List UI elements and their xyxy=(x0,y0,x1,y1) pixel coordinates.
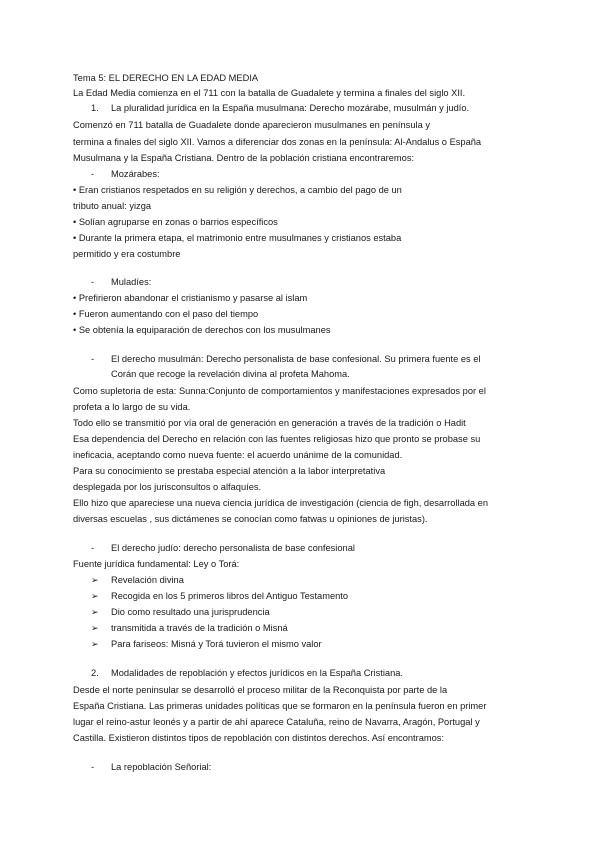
section2-para-line: Desde el norte peninsular se desarrolló el proceso militar de la Reconquista por parte de la xyxy=(73,685,448,695)
dash-marker: - xyxy=(91,169,95,179)
judio-item-text: Revelación divina xyxy=(111,575,184,585)
section1-para-line: Comenzó en 711 batalla de Guadalete donde aparecieron musulmanes en península y xyxy=(73,120,430,130)
musulman-line2: Corán que recoge la revelación divina al profeta Mahoma. xyxy=(111,369,350,379)
arrow-bullet-icon: ➢ xyxy=(91,575,99,585)
musulman-text-line: profeta a lo largo de su vida. xyxy=(73,402,191,412)
mozarabes-bullet: • Solían agruparse en zonas o barrios específicos xyxy=(73,217,278,227)
dash-marker: - xyxy=(91,762,95,772)
musulman-text-line: Ello hizo que apareciese una nueva ciencia jurídica de investigación (ciencia de figh, desarrollada en xyxy=(73,498,489,508)
judio-item-text: Para fariseos: Misná y Torá tuvieron el mismo valor xyxy=(111,639,322,649)
section2-para-line: Castilla. Existieron distintos tipos de repoblación con distintos derechos. Así encontramos: xyxy=(73,733,445,743)
musulman-line1: El derecho musulmán: Derecho personalista de base confesional. Su primera fuente es el xyxy=(111,354,481,364)
section2-para-line: España Cristiana. Las primeras unidades políticas que se formaron en la península fueron en primer xyxy=(73,701,487,711)
muladies-bullet: • Prefirieron abandonar el cristianismo y pasarse al islam xyxy=(73,293,308,303)
mozarabes-bullet: permitido y era costumbre xyxy=(73,249,181,259)
section2-para-line: lugar el reino-astur leonés y a partir de ahí aparece Cataluña, reino de Navarra, Aragón, Portugal y xyxy=(73,717,480,727)
judio-item-text: transmitida a través de la tradición o Misná xyxy=(111,623,288,633)
musulman-text-line: Todo ello se transmitió por vía oral de generación en generación a través de la tradición o Hadit xyxy=(73,418,466,428)
musulman-text-line: Esa dependencia del Derecho en relación con las fuentes religiosas hizo que pronto se probase su xyxy=(73,434,481,444)
dash-marker: - xyxy=(91,543,95,553)
section1-para-line: Musulmana y la España Cristiana. Dentro de la población cristiana encontraremos: xyxy=(73,153,415,163)
dash-marker: - xyxy=(91,277,95,287)
musulman-text-line: diversas escuelas , sus dictámenes se conocían como fatwas u opiniones de juristas). xyxy=(73,514,428,524)
judio-label: El derecho judío: derecho personalista de base confesional xyxy=(111,543,355,553)
musulman-text-line: Para su conocimiento se prestaba especial atención a la labor interpretativa xyxy=(73,466,386,476)
muladies-label: Muladíes: xyxy=(111,277,152,287)
judio-item-text: Recogida en los 5 primeros libros del Antiguo Testamento xyxy=(111,591,349,601)
judio-fuente: Fuente jurídica fundamental: Ley o Torá: xyxy=(73,559,240,569)
arrow-bullet-icon: ➢ xyxy=(91,591,99,601)
document-title: Tema 5: EL DERECHO EN LA EDAD MEDIA xyxy=(73,73,259,83)
muladies-bullet: • Fueron aumentando con el paso del tiempo xyxy=(73,309,259,319)
senorial-label: La repoblación Señorial: xyxy=(111,762,212,772)
section1-heading: La pluralidad jurídica en la España musulmana: Derecho mozárabe, musulmán y judío. xyxy=(111,103,470,113)
arrow-bullet-icon: ➢ xyxy=(91,623,99,633)
section2-number: 2. xyxy=(91,668,99,678)
musulman-text-line: desplegada por los jurisconsultos o alfaquíes. xyxy=(73,482,262,492)
arrow-bullet-icon: ➢ xyxy=(91,607,99,617)
musulman-text-line: Como supletoria de esta: Sunna:Conjunto de comportamientos y manifestaciones expresados por el xyxy=(73,386,486,396)
section1-para-line: termina a finales del siglo XII. Vamos a diferenciar dos zonas en la península: Al-Andalus o España xyxy=(73,137,482,147)
section1-number: 1. xyxy=(91,103,99,113)
section2-heading: Modalidades de repoblación y efectos jurídicos en la España Cristiana. xyxy=(111,668,403,678)
mozarabes-label: Mozárabes: xyxy=(111,169,160,179)
dash-marker: - xyxy=(91,354,95,364)
muladies-bullet: • Se obtenía la equiparación de derechos con los musulmanes xyxy=(73,325,331,335)
mozarabes-bullet: • Eran cristianos respetados en su religión y derechos, a cambio del pago de un xyxy=(73,185,402,195)
intro-text: La Edad Media comienza en el 711 con la batalla de Guadalete y termina a finales del siglo XII. xyxy=(73,88,466,98)
arrow-bullet-icon: ➢ xyxy=(91,639,99,649)
judio-item-text: Dio como resultado una jurisprudencia xyxy=(111,607,270,617)
musulman-text-line: ineficacia, aceptando como nueva fuente: el acuerdo unánime de la comunidad. xyxy=(73,450,403,460)
mozarabes-bullet: tributo anual: yizga xyxy=(73,201,152,211)
mozarabes-bullet: • Durante la primera etapa, el matrimonio entre musulmanes y cristianos estaba xyxy=(73,233,402,243)
